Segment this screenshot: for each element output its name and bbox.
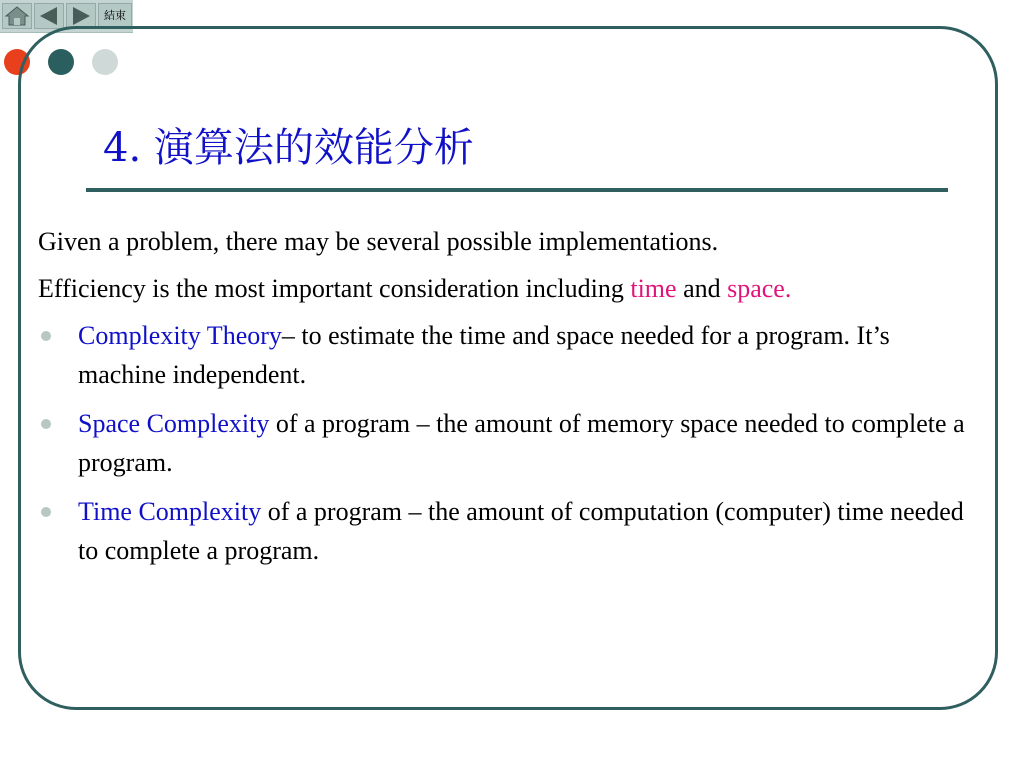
end-show-button[interactable]: 結束: [98, 3, 132, 29]
title-divider: [86, 188, 948, 192]
arrow-left-icon: [35, 4, 63, 28]
bullet-time-complexity: Time Complexity of a program – the amount of computation (computer) time needed to complete a program.: [38, 492, 973, 570]
term-complexity-theory: Complexity Theory: [78, 321, 282, 350]
slide-content: [38, 222, 973, 580]
home-icon: [3, 4, 31, 28]
paragraph-implementations: Given a problem, there may be several possible implementations.: [38, 227, 719, 256]
previous-slide-button[interactable]: [34, 3, 64, 29]
arrow-right-icon: [67, 4, 95, 28]
bullet-marker: [41, 331, 51, 341]
bullet-space-complexity: Space Complexity of a program – the amount of memory space needed to complete a program.: [38, 404, 973, 482]
slide-title: 4. 演算法的效能分析: [103, 125, 474, 171]
term-space-complexity: Space Complexity: [78, 409, 270, 438]
bullet-marker: [41, 507, 51, 517]
paragraph-efficiency: Efficiency is the most important consideration including time and space.: [38, 274, 792, 303]
home-button[interactable]: [2, 3, 32, 29]
highlight-space: space.: [727, 274, 792, 303]
term-time-complexity: Time Complexity: [78, 497, 262, 526]
bullet-complexity-theory: Complexity Theory– to estimate the time and space needed for a program. It’s machine independent.: [38, 316, 973, 394]
bullet-marker: [41, 419, 51, 429]
highlight-time: time: [630, 274, 677, 303]
